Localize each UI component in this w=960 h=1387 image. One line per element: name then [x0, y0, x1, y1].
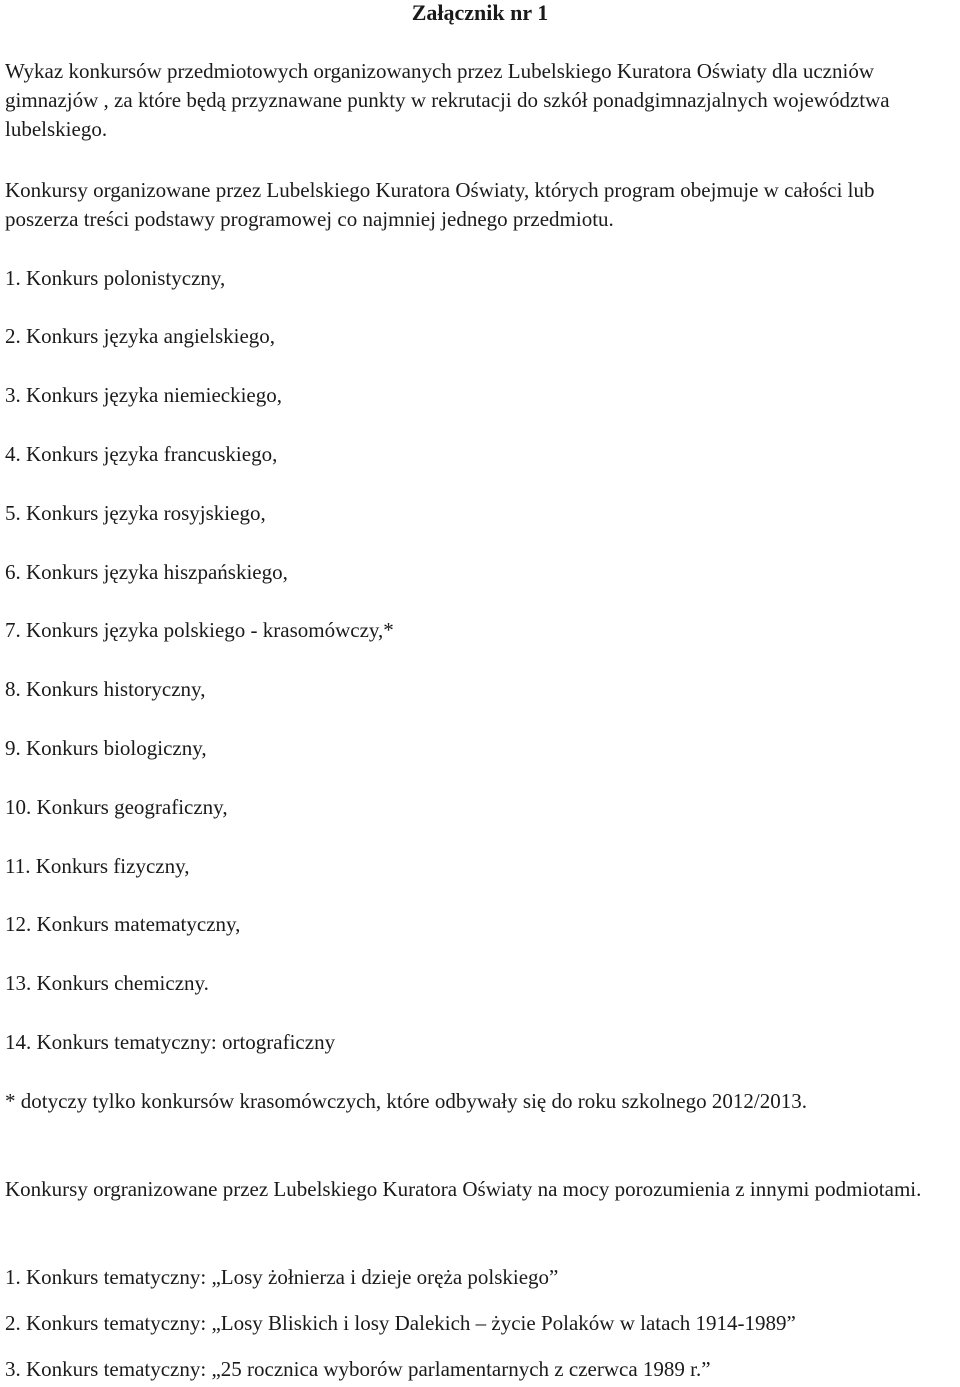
list-item: 6. Konkurs języka hiszpańskiego, — [5, 560, 288, 584]
list-item: 1. Konkurs polonistyczny, — [5, 266, 226, 290]
list-item: 2. Konkurs tematyczny: „Losy Bliskich i losy Dalekich – życie Polaków w latach 1914-1989” — [5, 1311, 796, 1335]
list-item: 14. Konkurs tematyczny: ortograficzny — [5, 1030, 336, 1054]
footnote: * dotyczy tylko konkursów krasomówczych, które odbywały się do roku szkolnego 2012/2013. — [5, 1089, 807, 1113]
list-item: 10. Konkurs geograficzny, — [5, 795, 228, 819]
list-item: 1. Konkurs tematyczny: „Losy żołnierza i dzieje oręża polskiego” — [5, 1265, 559, 1289]
section2-heading: Konkursy orgranizowane przez Lubelskiego Kuratora Oświaty na mocy porozumienia z innymi podmiotami. — [5, 1177, 922, 1201]
list-item: 2. Konkurs języka angielskiego, — [5, 324, 276, 348]
list-item: 8. Konkurs historyczny, — [5, 677, 206, 701]
list-item: 9. Konkurs biologiczny, — [5, 736, 207, 760]
list-item: 11. Konkurs fizyczny, — [5, 854, 190, 878]
list-item: 7. Konkurs języka polskiego - krasomówczy,* — [5, 618, 394, 642]
list-item: 5. Konkurs języka rosyjskiego, — [5, 501, 266, 525]
list-item: 13. Konkurs chemiczny. — [5, 971, 209, 995]
list-item: 3. Konkurs tematyczny: „25 rocznica wyborów parlamentarnych z czerwca 1989 r.” — [5, 1357, 711, 1381]
list-item: 4. Konkurs języka francuskiego, — [5, 442, 278, 466]
intro-paragraph: Wykaz konkursów przedmiotowych organizowanych przez Lubelskiego Kuratora Oświaty dla uczniów gimnazjów , za które będą przyznawane punkty w rekrutacji do szkół ponadgimnazjalnych województwa lubelskiego. — [5, 59, 890, 141]
section1-heading: Konkursy organizowane przez Lubelskiego Kuratora Oświaty, których program obejmuje w całości lub poszerza treści podstawy programowej co najmniej jednego przedmiotu. — [5, 178, 875, 231]
list-item: 12. Konkurs matematyczny, — [5, 912, 241, 936]
list-item: 3. Konkurs języka niemieckiego, — [5, 383, 282, 407]
document-title: Załącznik nr 1 — [411, 0, 549, 25]
